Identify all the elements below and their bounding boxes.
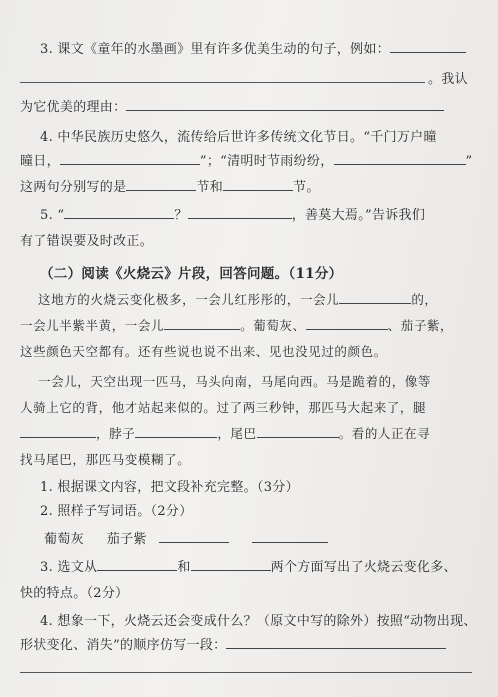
subq3-text-c: 两个方面写出了火烧云变化多、 [270, 560, 457, 575]
q4-line3 [20, 176, 320, 195]
subq2-examples [44, 528, 328, 547]
q4-text-d: 这两句分别写的是 [20, 180, 127, 195]
q5-blank-1[interactable] [64, 206, 174, 219]
subq4-text: 形状变化、消失”的顺序仿写一段： [20, 638, 227, 653]
passage-text: 。葡萄灰、 [240, 318, 306, 333]
q5-text-a: 5. “ [40, 208, 65, 223]
passage-p1-line2 [20, 316, 453, 334]
q4-text-f: 节。 [293, 180, 320, 195]
passage-text: 这地方的火烧云变化极多，一会儿红彤彤的，一会儿 [38, 292, 340, 307]
q3-line3 [20, 96, 444, 115]
passage-text: 、茄子紫， [387, 318, 454, 333]
subq3-blank-2[interactable] [191, 558, 271, 571]
q5-line1 [40, 204, 425, 223]
q4-festival-blank-1[interactable] [126, 178, 196, 191]
passage-text: 。看的人正在寻 [338, 426, 431, 441]
q4-poem-blank-2[interactable] [334, 152, 466, 165]
q5-text-b: ？ [174, 208, 188, 223]
passage-blank-4[interactable] [20, 425, 96, 438]
passage-blank-2[interactable] [164, 317, 240, 330]
q3-reason-blank[interactable] [126, 98, 444, 111]
passage-text: 一会儿半紫半黄，一会儿 [20, 318, 165, 333]
subq1: 1. 根据课文内容，把文段补充完整。（3分） [40, 480, 299, 495]
passage-text: ，尾巴 [217, 426, 257, 441]
example-word-2: 茄子紫 [106, 532, 147, 547]
subq4-answer-rule[interactable] [20, 672, 472, 673]
subq2: 2. 照样子写词语。（2分） [40, 504, 193, 519]
q4-festival-blank-2[interactable] [223, 178, 293, 191]
q4-text-a: 曈日， [20, 154, 60, 169]
passage-p2-line3 [20, 424, 430, 442]
passage-p2-line1: 一会儿，天空出现一匹马，马头向南，马尾向西。马是跪着的，像等 [38, 374, 432, 389]
q3-line1 [40, 38, 466, 57]
subq3-text-b: 和 [177, 560, 191, 575]
q5-text-c: ，善莫大焉。”告诉我们 [291, 208, 426, 223]
passage-p2-line4: 找马尾巴，那匹马变模糊了。 [20, 452, 191, 467]
passage-text: ，脖子 [96, 426, 136, 441]
q4-text-c: ” [465, 154, 473, 169]
passage-blank-5[interactable] [135, 425, 217, 438]
subq4-line2 [20, 634, 446, 653]
example-word-1: 葡萄灰 [44, 532, 84, 547]
subq4-line1: 4. 想象一下，火烧云还会变成什么？（原文中写的除外）按照“动物出现、 [40, 614, 477, 629]
q3-answer-rule[interactable] [20, 82, 425, 83]
passage-p1-line1 [38, 290, 438, 308]
passage-p2-line2: 人骑上它的背，他才站起来似的。过了两三秒钟，那匹马大起来了，腿 [20, 400, 427, 415]
subq3-line2: 快的特点。（2分） [20, 586, 129, 601]
passage-blank-1[interactable] [339, 291, 411, 304]
subq3-line1 [40, 556, 457, 575]
section2-heading: （二）阅读《火烧云》片段，回答问题。（11分） [40, 266, 343, 282]
q3-answer-blank-a[interactable] [390, 40, 466, 53]
subq3-blank-1[interactable] [97, 558, 177, 571]
q5-line2: 有了错误要及时改正。 [20, 234, 154, 249]
q4-poem-blank-1[interactable] [60, 152, 200, 165]
subq4-blank-1[interactable] [226, 636, 446, 649]
subq2-blank-1[interactable] [159, 530, 229, 543]
q3-reason-label: 为它优美的理由： [20, 100, 127, 115]
passage-p1-line3: 这些颜色天空都有。还有些说也说不出来、见也没见过的颜色。 [20, 344, 387, 359]
q4-text-b: ”；“清明时节雨纷纷， [199, 154, 334, 169]
subq3-text-a: 3. 选文从 [40, 560, 98, 575]
q4-line1: 4. 中华民族历史悠久，流传给后世许多传统文化节日。“千门万户曈 [40, 130, 437, 145]
q5-blank-2[interactable] [188, 206, 292, 219]
passage-blank-3[interactable] [306, 317, 388, 330]
subq2-blank-2[interactable] [252, 530, 328, 543]
q4-text-e: 节和 [196, 180, 224, 195]
q4-line2 [20, 150, 472, 169]
q3-prompt: 3. 课文《童年的水墨画》里有许多优美生动的句子，例如： [40, 42, 390, 57]
passage-blank-6[interactable] [257, 425, 339, 438]
q3-line2-end: 。我认 [428, 72, 468, 87]
passage-text: 的， [411, 292, 438, 307]
